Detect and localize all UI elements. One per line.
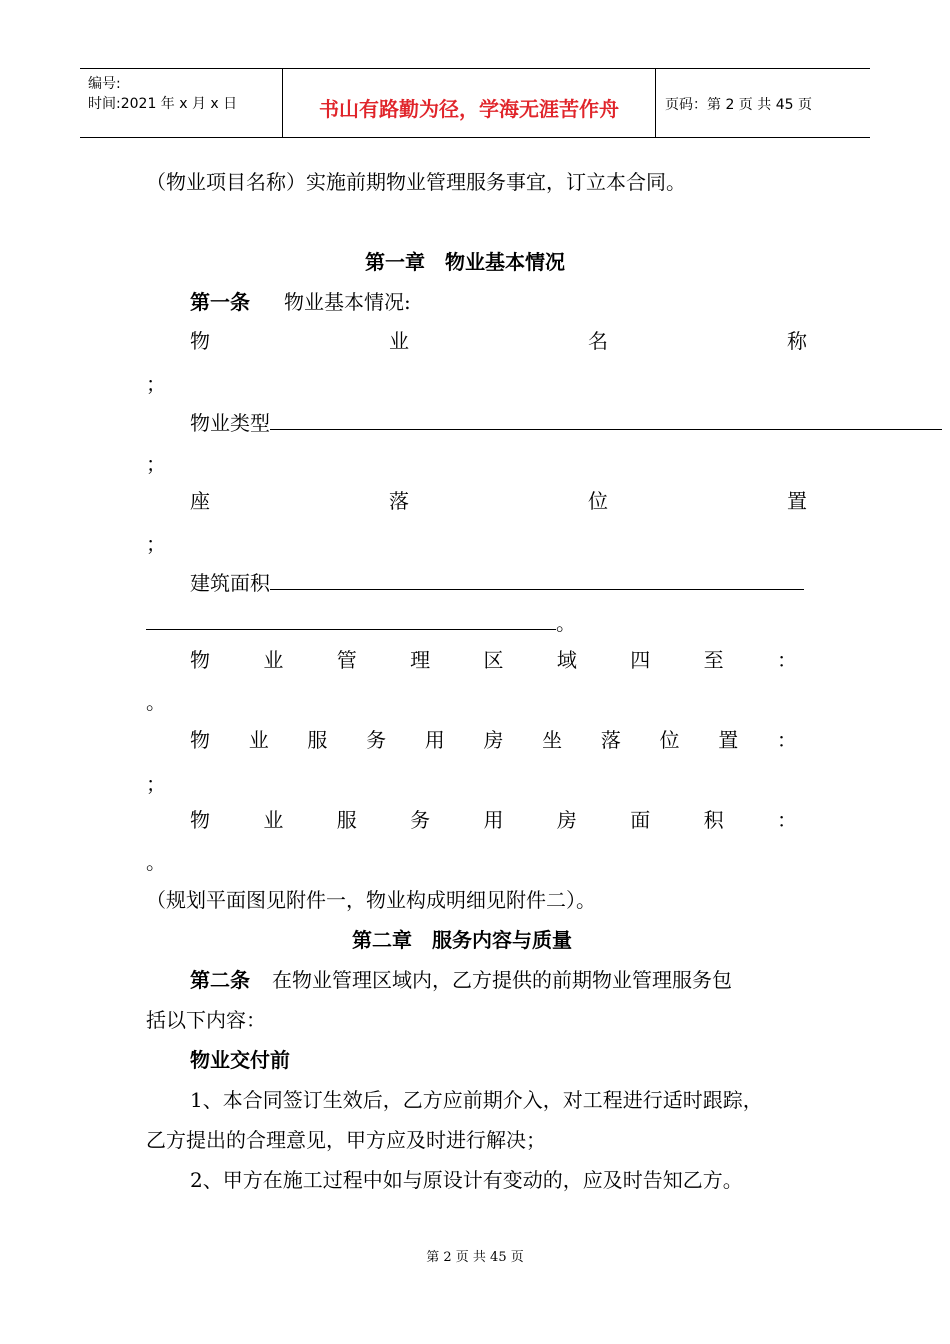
spread-char: 房 bbox=[556, 808, 577, 832]
spread-char: 业 bbox=[263, 648, 284, 672]
spread-char: ： bbox=[777, 648, 797, 672]
building-area-row bbox=[190, 569, 804, 595]
spread-char: 房 bbox=[483, 728, 504, 752]
spread-char: 置 bbox=[787, 489, 807, 513]
spread-char: 置 bbox=[718, 728, 739, 752]
row-end-period: 。 bbox=[146, 850, 166, 874]
chapter-1-title: 第一章 物业基本情况 bbox=[365, 250, 565, 274]
spread-char: 管 bbox=[336, 648, 357, 672]
spread-char: 面 bbox=[630, 808, 651, 832]
spread-char: 落 bbox=[600, 728, 621, 752]
spread-char: 理 bbox=[410, 648, 431, 672]
document-number-label: 编号: bbox=[88, 76, 121, 92]
row-end-period: 。 bbox=[146, 690, 166, 714]
spread-char: 务 bbox=[366, 728, 387, 752]
item-1-line-2: 乙方提出的合理意见，甲方应及时进行解决； bbox=[146, 1128, 546, 1152]
spread-char: 位 bbox=[659, 728, 680, 752]
spread-char: 服 bbox=[307, 728, 328, 752]
document-time-label: 时间:2021 年 x 月 x 日 bbox=[88, 96, 238, 112]
spread-char: 业 bbox=[248, 728, 269, 752]
spread-char: 用 bbox=[483, 808, 504, 832]
row-end-period: 。 bbox=[556, 611, 576, 635]
building-area-label: 建筑面积 bbox=[190, 571, 270, 595]
spread-char: 称 bbox=[787, 329, 807, 353]
article-1-label: 第一条 bbox=[190, 290, 250, 314]
row-end-semicolon: ； bbox=[146, 372, 166, 396]
article-2-line-1 bbox=[190, 968, 732, 992]
spread-char: 区 bbox=[483, 648, 504, 672]
article-1 bbox=[190, 290, 411, 314]
boundary-row bbox=[190, 648, 797, 672]
spread-char: ： bbox=[777, 808, 797, 832]
before-delivery-title: 物业交付前 bbox=[190, 1048, 290, 1072]
building-area-blank-2 bbox=[146, 609, 556, 630]
row-end-semicolon: ； bbox=[146, 452, 166, 476]
spread-char: 坐 bbox=[542, 728, 563, 752]
attachment-note: （规划平面图见附件一，物业构成明细见附件二）。 bbox=[146, 888, 596, 912]
spread-char: 业 bbox=[389, 329, 409, 353]
chapter-2-title: 第二章 服务内容与质量 bbox=[352, 928, 572, 952]
header-motto: 书山有路勤为径，学海无涯苦作舟 bbox=[319, 97, 619, 121]
spread-char: 四 bbox=[630, 648, 651, 672]
property-type-row bbox=[190, 409, 942, 435]
row-end-semicolon: ； bbox=[146, 772, 166, 796]
spread-char: 域 bbox=[556, 648, 577, 672]
header-motto-cell bbox=[282, 69, 656, 137]
header-page-cell bbox=[655, 69, 870, 137]
property-type-label: 物业类型 bbox=[190, 411, 270, 435]
service-room-location-row bbox=[190, 728, 797, 752]
page-header bbox=[80, 68, 870, 138]
spread-char: 物 bbox=[190, 808, 210, 832]
service-room-area-row bbox=[190, 808, 797, 832]
article-2-line-2: 括以下内容： bbox=[146, 1008, 266, 1032]
row-end-semicolon: ； bbox=[146, 532, 166, 556]
spread-char: 物 bbox=[190, 329, 210, 353]
article-2-label: 第二条 bbox=[190, 968, 250, 992]
spread-char: 服 bbox=[336, 808, 357, 832]
item-1-line-1: 1、本合同签订生效后，乙方应前期介入，对工程进行适时跟踪， bbox=[190, 1088, 763, 1112]
spread-char: ： bbox=[776, 728, 797, 752]
building-area-continuation bbox=[146, 609, 576, 635]
spread-char: 物 bbox=[190, 648, 210, 672]
building-area-blank bbox=[270, 569, 804, 590]
spread-char: 物 bbox=[190, 728, 210, 752]
spread-char: 位 bbox=[588, 489, 608, 513]
item-2-line-1: 2、甲方在施工过程中如与原设计有变动的，应及时告知乙方。 bbox=[190, 1168, 743, 1192]
spread-char: 业 bbox=[263, 808, 284, 832]
spread-char: 务 bbox=[410, 808, 431, 832]
spread-char: 至 bbox=[703, 648, 724, 672]
spread-char: 落 bbox=[389, 489, 409, 513]
property-name-row bbox=[190, 329, 807, 353]
header-page-number: 页码：第 2 页 共 45 页 bbox=[665, 97, 812, 113]
header-info-cell bbox=[80, 69, 282, 137]
spread-char: 名 bbox=[588, 329, 608, 353]
intro-line: （物业项目名称）实施前期物业管理服务事宜，订立本合同。 bbox=[146, 170, 686, 194]
page-footer: 第 2 页 共 45 页 bbox=[426, 1250, 524, 1265]
article-1-text: 物业基本情况: bbox=[284, 290, 411, 314]
article-2-text: 在物业管理区域内，乙方提供的前期物业管理服务包 bbox=[272, 968, 732, 992]
property-type-blank bbox=[270, 409, 942, 430]
spread-char: 用 bbox=[424, 728, 445, 752]
spread-char: 积 bbox=[703, 808, 724, 832]
location-row bbox=[190, 489, 807, 513]
spread-char: 座 bbox=[190, 489, 210, 513]
